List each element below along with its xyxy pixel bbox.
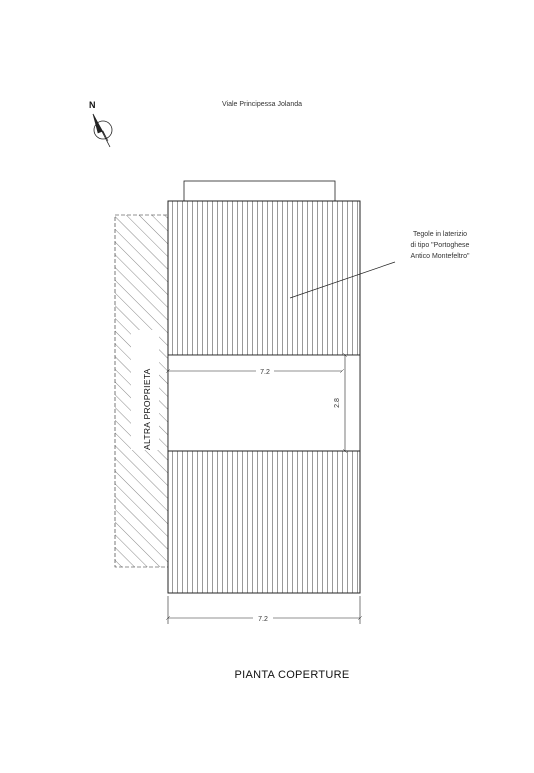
- neighbor-label: ALTRA PROPRIETA: [142, 368, 152, 450]
- gap-width-label: 7.2: [260, 369, 270, 376]
- roof-note-line3: Antico Montefeltro": [410, 253, 470, 260]
- total-width-label: 7.2: [258, 616, 268, 623]
- north-arrow-icon: [89, 100, 112, 147]
- drawing-title: PIANTA COPERTURE: [234, 669, 350, 681]
- street-label: Viale Principessa Jolanda: [221, 101, 303, 108]
- roof-lower: [168, 451, 360, 593]
- roof-note-line2: di tipo "Portoghese: [410, 242, 470, 249]
- roof-note-line1: Tegole in laterizio: [412, 231, 468, 238]
- top-projection: [184, 181, 335, 201]
- roof-note: [411, 231, 470, 260]
- roof-upper: [168, 201, 360, 355]
- north-label: N: [89, 100, 96, 110]
- gap-depth-label: 2.8: [334, 398, 341, 408]
